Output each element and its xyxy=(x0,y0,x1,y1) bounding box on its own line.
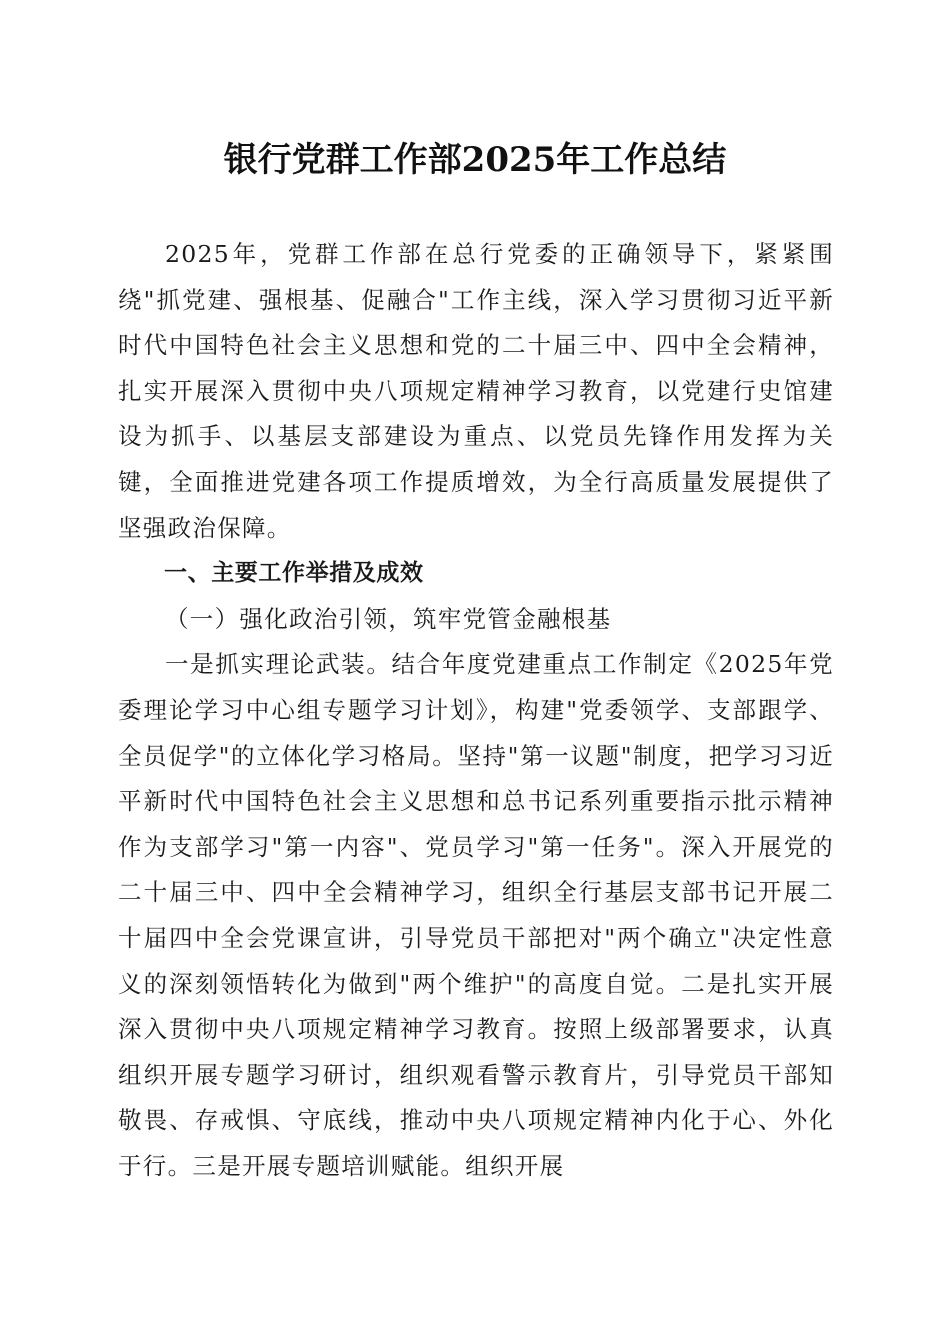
document-body xyxy=(118,232,834,1189)
subsection-heading: （一）强化政治引领，筑牢党管金融根基 xyxy=(165,604,612,633)
section-heading: 一、主要工作举措及成效 xyxy=(164,560,424,587)
intro-paragraph: 2025年，党群工作部在总行党委的正确领导下，紧紧围绕"抓党建、强根基、促融合"工作主线，深入学习贯彻习近平新时代中国特色社会主义思想和党的二十届三中、四中全会精神，扎实开展深入贯彻中央八项规定精神学习教育，以党建行史馆建设为抓手、以基层支部建设为重点、以党员先锋作用发挥为关键，全面推进党建各项工作提质增效，为全行高质量发展提供了坚强政治保障。 xyxy=(118,240,834,542)
body-paragraph: 一是抓实理论武装。结合年度党建重点工作制定《2025年党委理论学习中心组专题学习计划》，构建"党委领学、支部跟学、全员促学"的立体化学习格局。坚持"第一议题"制度，把学习习近平新时代中国特色社会主义思想和总书记系列重要指示批示精神作为支部学习"第一内容"、党员学习"第一任务"。深入开展党的二十届三中、四中全会精神学习，组织全行基层支部书记开展二十届四中全会党课宣讲，引导党员干部把对"两个确立"决定性意义的深刻领悟转化为做到"两个维护"的高度自觉。二是扎实开展深入贯彻中央八项规定精神学习教育。按照上级部署要求，认真组织开展专题学习研讨，组织观看警示教育片，引导党员干部知敬畏、存戒惧、守底线，推动中央八项规定精神内化于心、外化于行。三是开展专题培训赋能。组织开展 xyxy=(118,650,834,1180)
document-title: 银行党群工作部2025年工作总结 xyxy=(223,140,727,180)
